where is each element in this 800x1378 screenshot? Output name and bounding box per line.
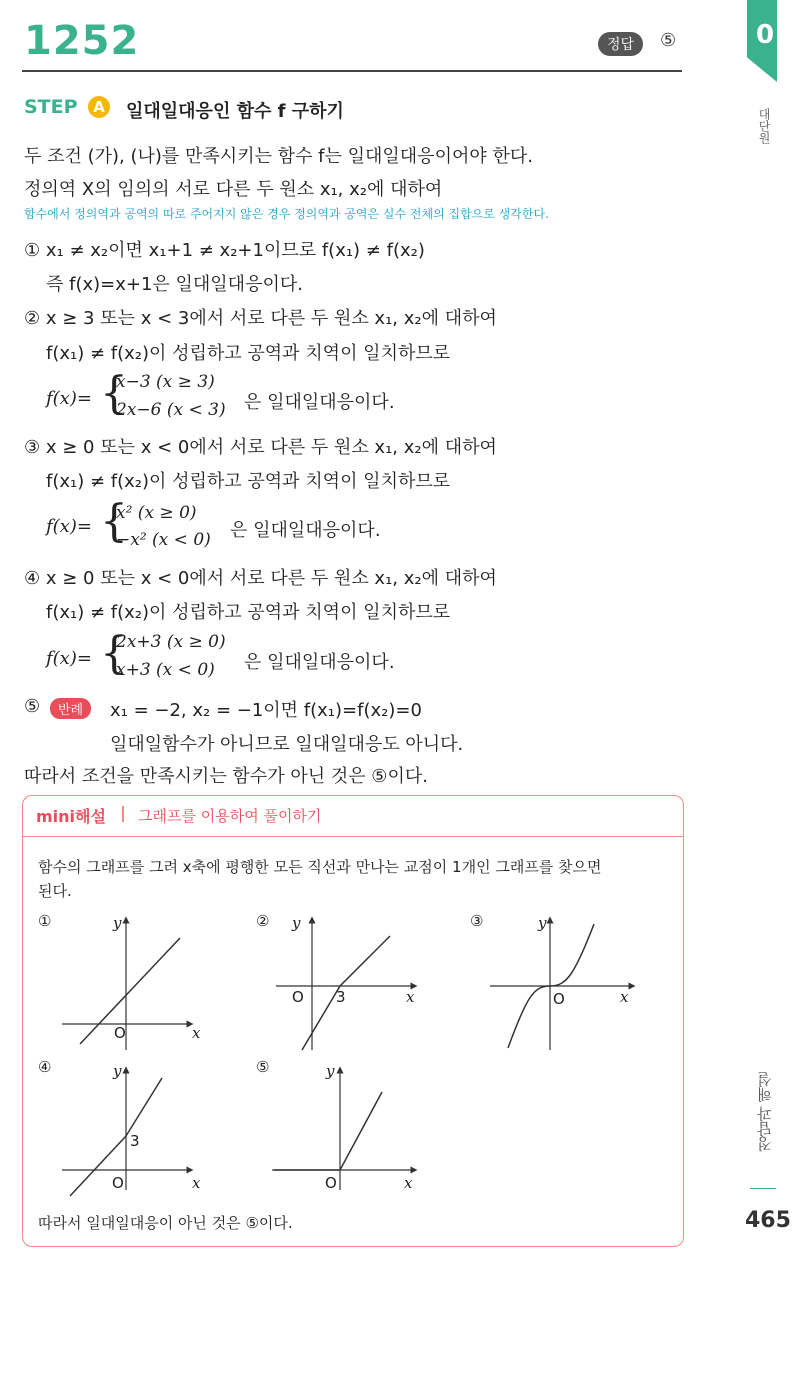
problem-number: 1252 — [24, 18, 140, 64]
graph-2-origin: O — [292, 988, 304, 1006]
graph-2-number: ② — [256, 912, 270, 930]
side-note: 함수에서 정의역과 공역의 따로 주어지지 않은 경우 정의역과 공역은 실수 전체의 집합으로 생각한다. — [24, 207, 549, 221]
body-line: 두 조건 (가), (나)를 만족시키는 함수 f는 일대일대응이어야 한다. — [24, 146, 533, 167]
graph-5-x-label: x — [404, 1174, 413, 1192]
mini-title: 그래프를 이용하여 풀이하기 — [138, 807, 322, 825]
choice-3-line: f(x₁) ≠ f(x₂)이 성립하고 공역과 치역이 일치하므로 — [46, 471, 451, 492]
choice-2-case: 2x−6 (x < 3) — [116, 400, 226, 420]
graph-1-curve — [80, 938, 180, 1044]
step-title: 일대일대응인 함수 f 구하기 — [126, 101, 344, 122]
choice-1-line: ① x₁ ≠ x₂이면 x₁+1 ≠ x₂+1이므로 f(x₁) ≠ f(x₂) — [24, 240, 425, 261]
choice-3-case: −x² (x < 0) — [116, 530, 211, 550]
mini-conclusion: 따라서 일대일대응이 아닌 것은 ⑤이다. — [38, 1214, 293, 1232]
graph-1-number: ① — [38, 912, 52, 930]
body-line: 정의역 X의 임의의 서로 다른 두 원소 x₁, x₂에 대하여 — [24, 179, 443, 200]
choice-4-case: 2x+3 (x ≥ 0) — [116, 632, 226, 652]
choice-4-fx: f(x)= — [46, 648, 92, 669]
mini-intro: 함수의 그래프를 그려 x축에 평행한 모든 직선과 만나는 교점이 1개인 그래프를 찾으면 — [38, 858, 602, 876]
graph-2-x-label: x — [406, 988, 415, 1006]
choice-3-conclusion: 은 일대일대응이다. — [230, 520, 381, 541]
graph-5-number: ⑤ — [256, 1058, 270, 1076]
counterexample-badge: 반례 — [50, 698, 91, 719]
body-conclusion: 따라서 조건을 만족시키는 함수가 아닌 것은 ⑤이다. — [24, 766, 428, 787]
side-divider — [750, 1188, 776, 1189]
choice-2-line: ② x ≥ 3 또는 x < 3에서 서로 다른 두 원소 x₁, x₂에 대하여 — [24, 308, 497, 329]
graph-1-origin: O — [114, 1024, 126, 1042]
graph-3-x-label: x — [620, 988, 629, 1006]
graph-4-origin: O — [112, 1174, 124, 1192]
graph-5 — [272, 1070, 414, 1190]
choice-3-brace: { — [100, 496, 128, 547]
graph-4-number: ④ — [38, 1058, 52, 1076]
graph-4-y-label: y — [113, 1062, 122, 1080]
header-divider — [22, 70, 682, 72]
graph-5-origin: O — [325, 1174, 337, 1192]
graph-5-curve — [274, 1092, 382, 1170]
choice-4-conclusion: 은 일대일대응이다. — [244, 652, 395, 673]
graph-5-y-label: y — [326, 1062, 335, 1080]
graphs-figure — [22, 900, 682, 1200]
choice-2-fx: f(x)= — [46, 388, 92, 409]
page-number: 465 — [745, 1208, 791, 1233]
mini-title-label: mini해설 — [36, 807, 106, 826]
choice-4-line: f(x₁) ≠ f(x₂)이 성립하고 공역과 치역이 일치하므로 — [46, 602, 451, 623]
graph-3-origin: O — [553, 990, 565, 1008]
graph-2-y-label: y — [292, 914, 301, 932]
choice-3-line: ③ x ≥ 0 또는 x < 0에서 서로 다른 두 원소 x₁, x₂에 대하여 — [24, 437, 497, 458]
choice-2-case: x−3 (x ≥ 3) — [116, 372, 215, 392]
choice-3-case: x² (x ≥ 0) — [116, 503, 197, 523]
side-section-label: 정답과 해설 — [756, 1072, 774, 1152]
choice-5-conclusion: 일대일함수가 아니므로 일대일대응도 아니다. — [110, 734, 464, 755]
step-letter-badge: A — [88, 96, 110, 118]
choice-1-conclusion: 즉 f(x)=x+1은 일대일대응이다. — [46, 274, 303, 295]
choice-3-fx: f(x)= — [46, 516, 92, 537]
choice-5-number: ⑤ — [24, 696, 41, 717]
choice-4-brace: { — [100, 628, 128, 679]
choice-2-conclusion: 은 일대일대응이다. — [244, 392, 395, 413]
graph-4-y-intercept: 3 — [130, 1132, 140, 1150]
mini-title-separator — [122, 806, 124, 822]
choice-2-brace: { — [100, 368, 128, 419]
graph-2-x-intercept: 3 — [336, 988, 346, 1006]
choice-5-line: x₁ = −2, x₂ = −1이면 f(x₁)=f(x₂)=0 — [110, 700, 422, 721]
graph-2 — [276, 920, 414, 1050]
graph-3-number: ③ — [470, 912, 484, 930]
step-label: STEP — [24, 96, 78, 118]
graph-4 — [62, 1070, 190, 1196]
side-top-text: 대단원 — [757, 108, 771, 144]
graph-4-x-label: x — [192, 1174, 201, 1192]
choice-4-line: ④ x ≥ 0 또는 x < 0에서 서로 다른 두 원소 x₁, x₂에 대하여 — [24, 568, 497, 589]
answer-badge: 정답 — [598, 32, 643, 56]
graph-1-y-label: y — [113, 914, 122, 932]
graph-3 — [490, 920, 632, 1050]
graph-1 — [62, 920, 190, 1050]
graph-2-curve — [302, 936, 390, 1050]
choice-4-case: x+3 (x < 0) — [116, 660, 215, 680]
chapter-side-tab-label: 0 — [756, 20, 775, 50]
answer-value: ⑤ — [660, 30, 677, 51]
graph-1-x-label: x — [192, 1024, 201, 1042]
graph-3-y-label: y — [538, 914, 547, 932]
mini-header-divider — [22, 836, 684, 837]
choice-2-line: f(x₁) ≠ f(x₂)이 성립하고 공역과 치역이 일치하므로 — [46, 343, 451, 364]
mini-intro: 된다. — [38, 882, 72, 900]
